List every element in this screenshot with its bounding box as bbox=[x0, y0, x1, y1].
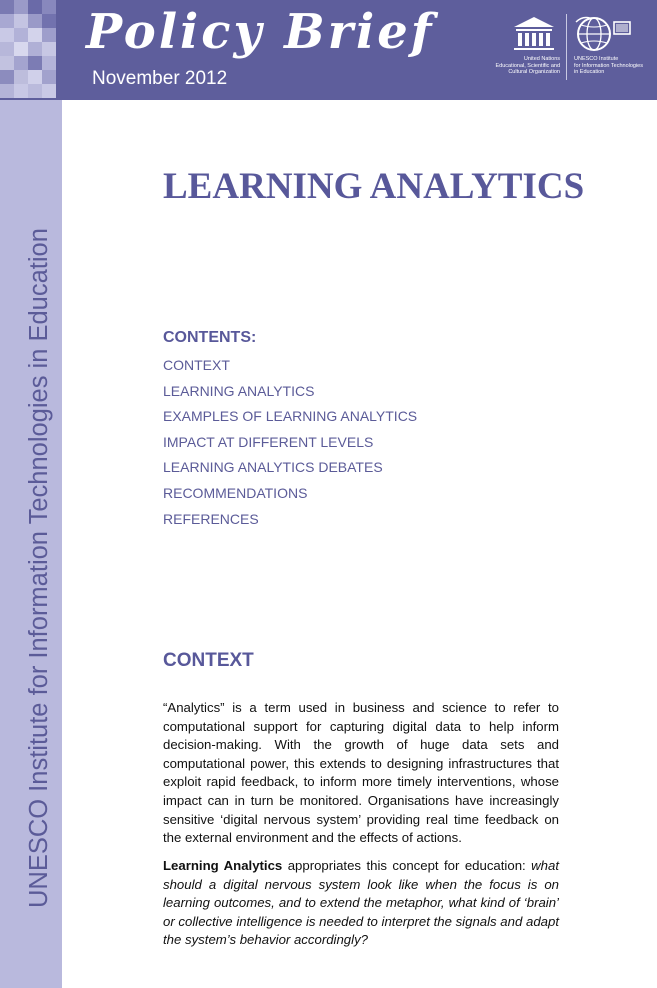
paragraph-2-question: what should a digital nervous system look like when the focus is on learning outcomes, and to extend the metaphor, what kind of ‘brain’ or collective intelligence is needed to interpret the signals and adapt the system’s behavior accordingly? bbox=[163, 858, 559, 948]
document-title: LEARNING ANALYTICS bbox=[163, 166, 585, 207]
contents-item-learning-analytics: LEARNING ANALYTICS bbox=[163, 382, 315, 399]
contents-item-context: CONTEXT bbox=[163, 357, 230, 373]
unesco-temple-icon bbox=[512, 14, 556, 54]
contents-item-references: REFERENCES bbox=[163, 510, 259, 527]
contents-item-recommendations: RECOMMENDATIONS bbox=[163, 484, 308, 501]
policy-brief-title: Policy Brief bbox=[86, 4, 435, 60]
contents-item-impact: IMPACT AT DIFFERENT LEVELS bbox=[163, 433, 374, 450]
header-band bbox=[0, 0, 657, 100]
learning-analytics-term: Learning Analytics bbox=[163, 858, 283, 873]
mosaic-decoration bbox=[0, 0, 80, 100]
contents-heading: CONTENTS: bbox=[163, 329, 257, 346]
sidebar-institute-name: UNESCO Institute for Information Technologies in Education bbox=[25, 228, 53, 908]
context-paragraph-1: “Analytics” is a term used in business and science to refer to computational support for capturing digital data to help inform decision-making. With the growth of huge data sets and computational power, this extends to designing infrastructures that exploit rapid feedback, to inform more timely interventions, whose impact can in turn be monitored. Organisations have increasingly sensitive ‘digital nervous system’ providing real time feedback on the external environment and the effects of actions. bbox=[163, 700, 559, 846]
contents-item-examples: EXAMPLES OF LEARNING ANALYTICS bbox=[163, 408, 418, 425]
context-paragraph-2 bbox=[163, 857, 559, 950]
contents-item-debates: LEARNING ANALYTICS DEBATES bbox=[163, 459, 383, 476]
iite-logo-caption: UNESCO Institute for Information Technologies in Education bbox=[574, 56, 643, 75]
logo-divider bbox=[566, 14, 567, 80]
paragraph-2-text: appropriates this concept for education: bbox=[282, 858, 532, 873]
iite-logo bbox=[572, 14, 652, 84]
context-heading: CONTEXT bbox=[163, 650, 254, 671]
unesco-logo-caption: United Nations Educational, Scientific and Cultural Organization bbox=[495, 56, 560, 75]
unesco-logo bbox=[488, 14, 568, 84]
iite-globe-icon bbox=[572, 14, 632, 54]
publication-date: November 2012 bbox=[92, 68, 228, 89]
contents-list bbox=[163, 356, 417, 535]
